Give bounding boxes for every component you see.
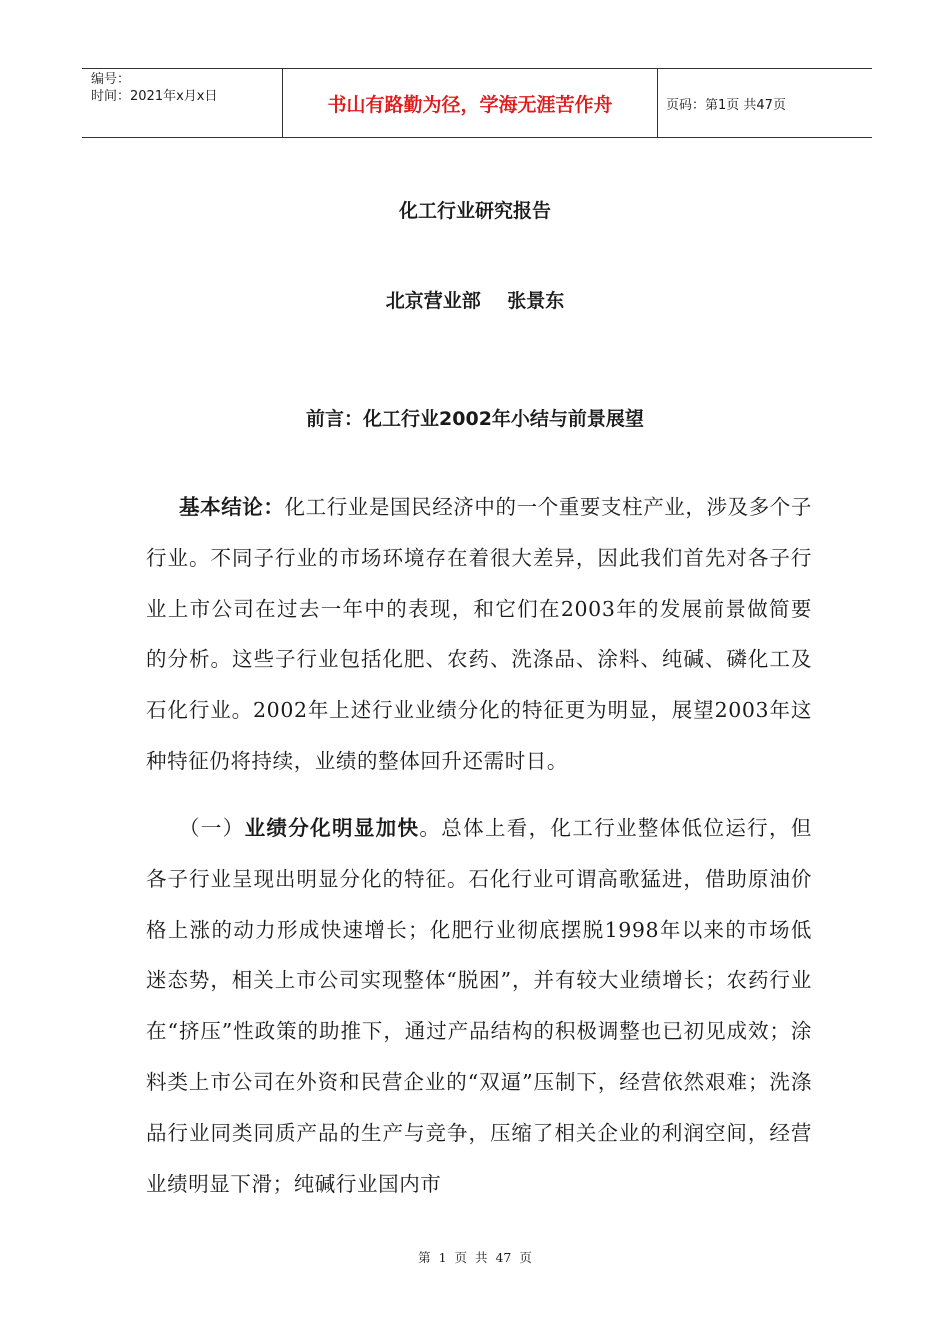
header-page-info: 页码：第1页 共47页 <box>666 97 786 113</box>
header-motto: 书山有路勤为径，学海无涯苦作舟 <box>283 69 658 137</box>
paragraph-performance-lead: 业绩分化明显加快 <box>244 816 420 840</box>
page-footer: 第 1 页 共 47 页 <box>418 1250 532 1265</box>
paragraph-performance-text: 。总体上看，化工行业整体低位运行，但各子行业呈现出明显分化的特征。石化行业可谓高歌猛进，借助原油价格上涨的动力形成快速增长；化肥行业彻底摆脱1998年以来的市场低迷态势，相关上市公司实现整体“脱困”，并有较大业绩增长；农药行业在“挤压”性政策的助推下，通过产品结构的积极调整也已初见成效；涂料类上市公司在外资和民营企业的“双逼”压制下，经营依然艰难；洗涤品行业同类同质产品的生产与竞争，压缩了相关企业的利润空间，经营业绩明显下滑；纯碱行业国内市 <box>146 816 812 1196</box>
document-author: 北京营业部 张景东 <box>385 290 565 312</box>
header-number-label: 编号： <box>91 72 131 87</box>
paragraph-conclusion <box>146 482 812 787</box>
paragraph-conclusion-text: 化工行业是国民经济中的一个重要支柱产业，涉及多个子行业。不同子行业的市场环境存在着很大差异，因此我们首先对各子行业上市公司在过去一年中的表现，和它们在2003年的发展前景做简要的分析。这些子行业包括化肥、农药、洗涤品、涂料、纯碱、磷化工及石化行业。2002年上述行业业绩分化的特征更为明显，展望2003年这种特征仍将持续，业绩的整体回升还需时日。 <box>146 495 812 773</box>
document-title: 化工行业研究报告 <box>398 200 551 222</box>
paragraph-performance-prefix: （一） <box>179 816 245 840</box>
header-time-label: 时间：2021年x月x日 <box>91 89 218 104</box>
section-title: 前言：化工行业2002年小结与前景展望 <box>306 408 644 430</box>
paragraph-performance <box>146 803 812 1209</box>
document-header <box>82 68 872 138</box>
paragraph-conclusion-lead: 基本结论： <box>179 495 285 519</box>
header-meta-cell <box>82 69 283 137</box>
